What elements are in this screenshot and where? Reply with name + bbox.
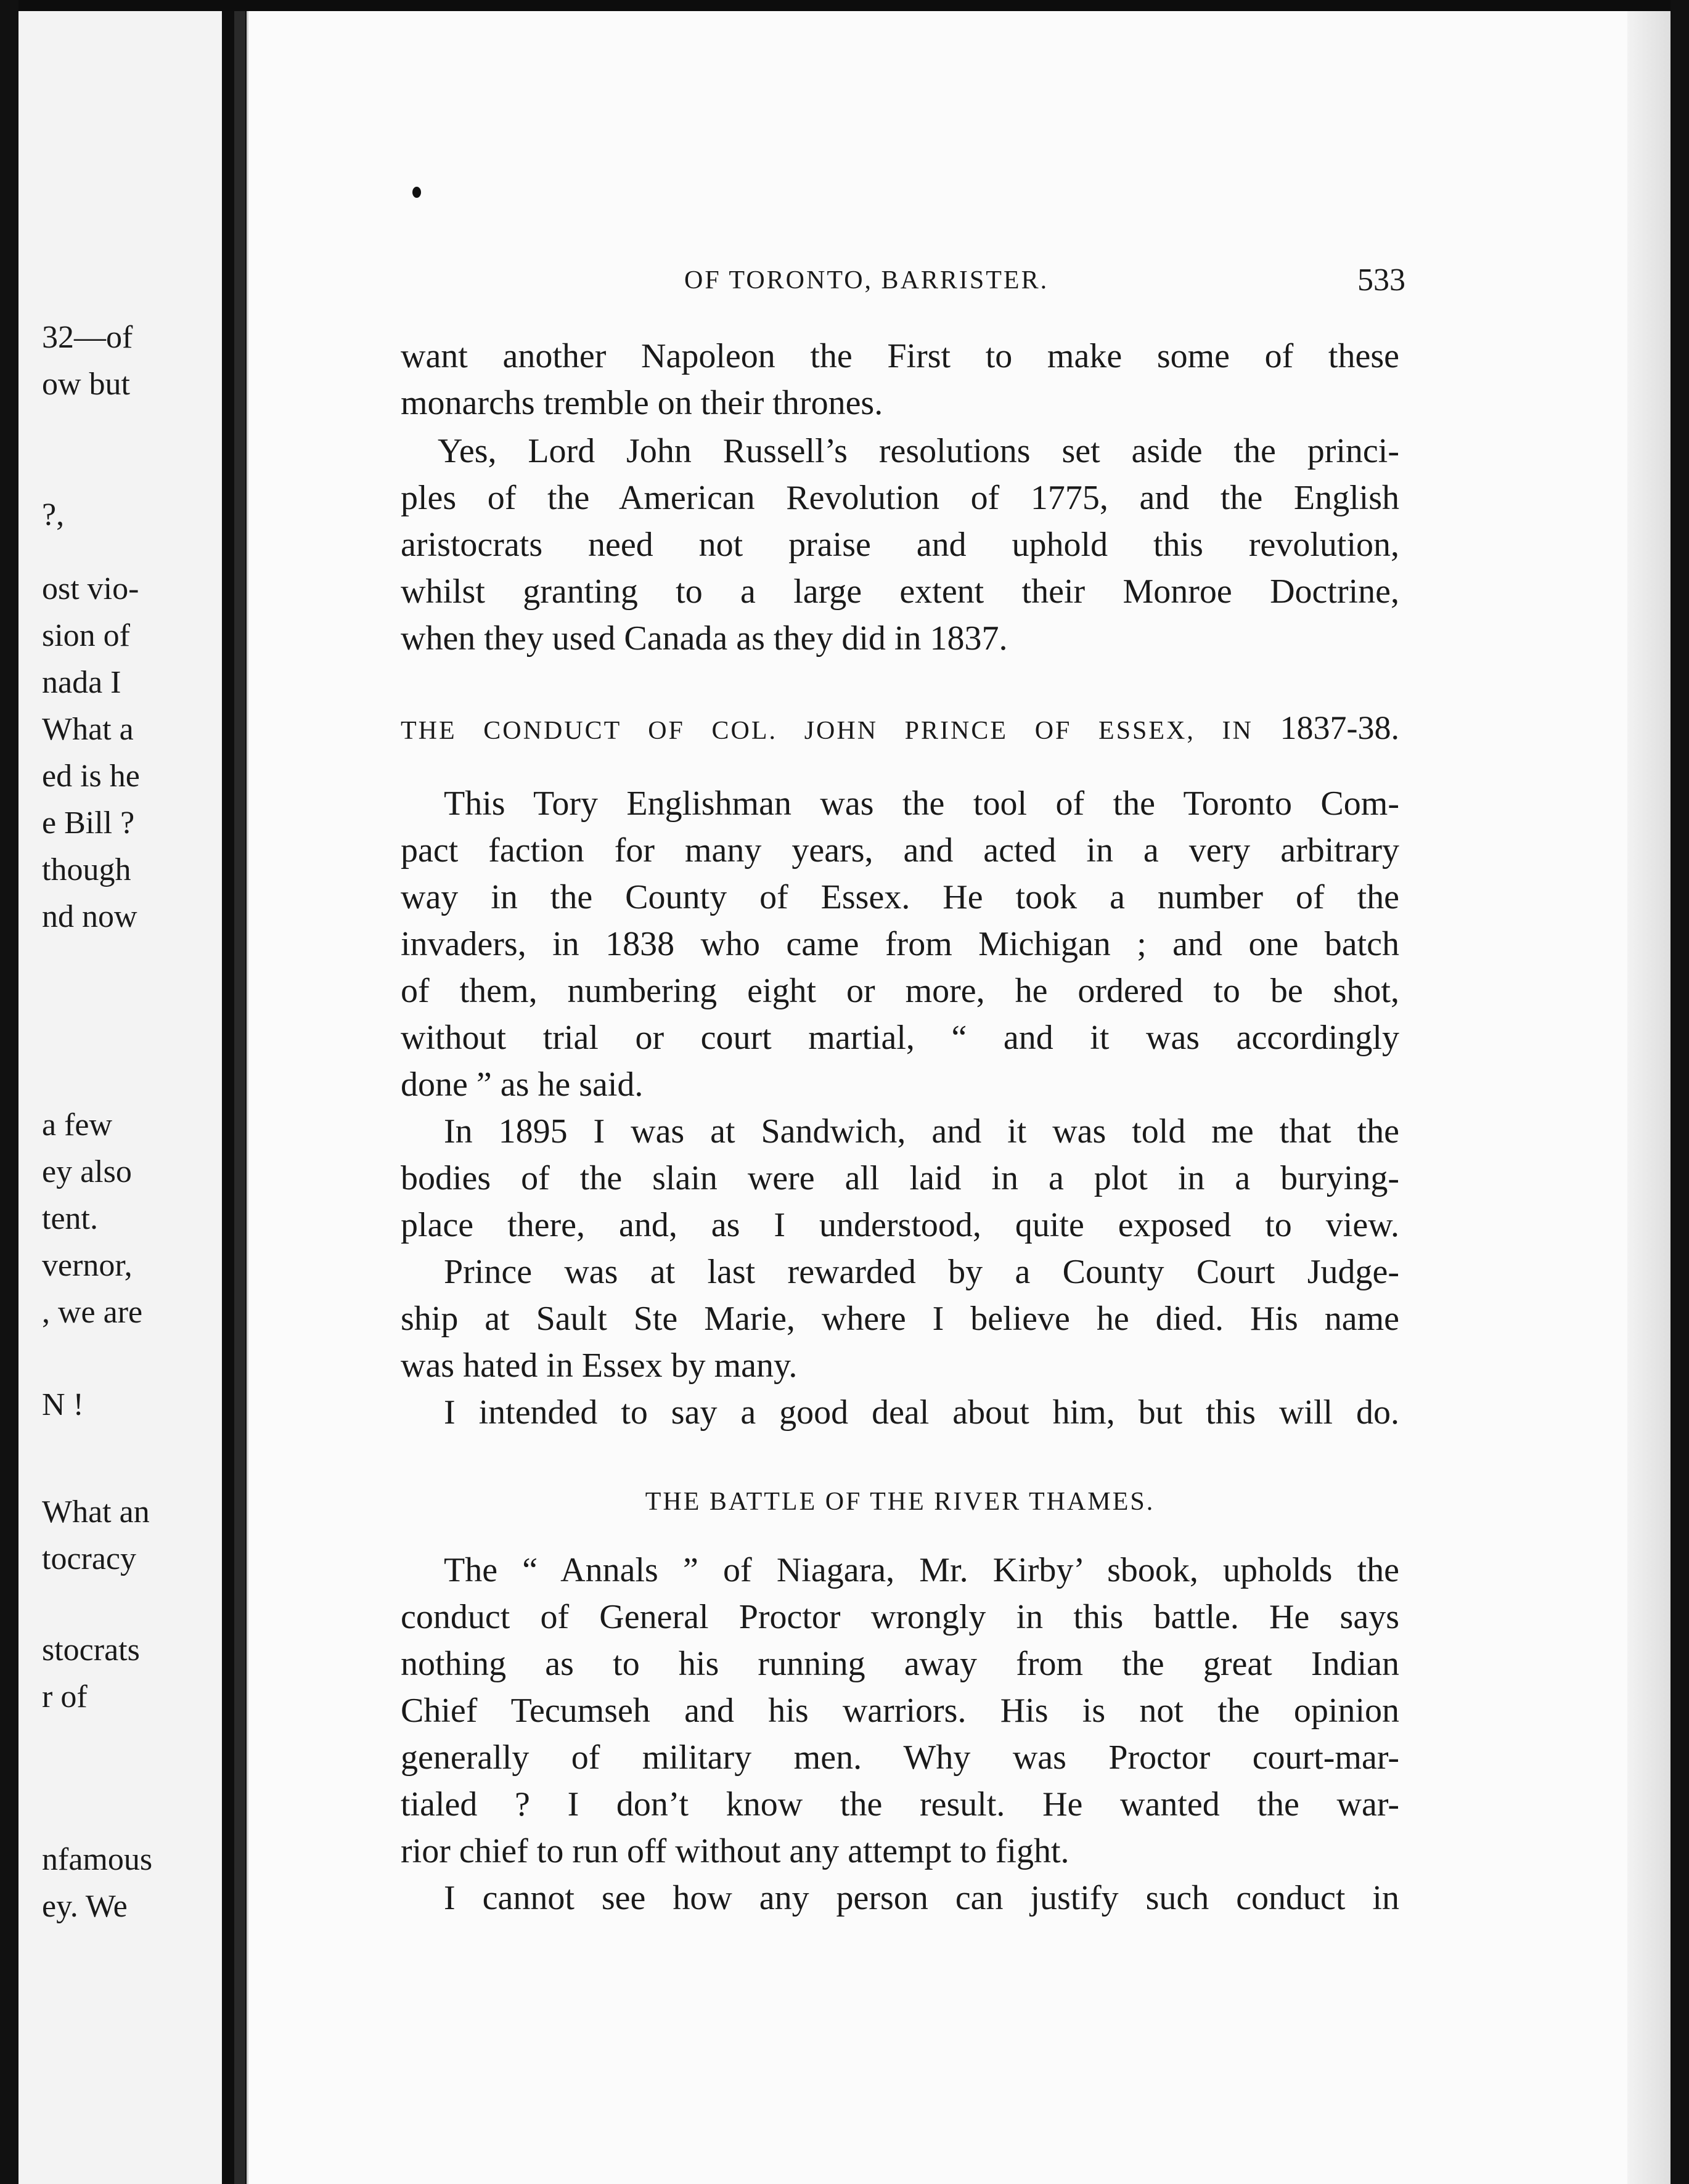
text-line: conduct of General Proctor wrongly in this battle. He says (401, 1598, 1399, 1636)
text-line: Prince was at last rewarded by a County Court Judge- (444, 1253, 1399, 1291)
facing-line: ow but (42, 367, 130, 402)
gutter-shadow (234, 11, 245, 2184)
facing-line: a few (42, 1107, 113, 1143)
text-line: generally of military men. Why was Proctor court-mar- (401, 1738, 1399, 1777)
facing-line: e Bill ? (42, 805, 135, 841)
facing-line: sion of (42, 618, 130, 653)
text-line: pact faction for many years, and acted in a very arbitrary (401, 831, 1399, 870)
facing-line: stocrats (42, 1632, 140, 1668)
facing-line: nfamous (42, 1842, 153, 1877)
text-line: tialed ? I don’t know the result. He wanted the war- (401, 1785, 1399, 1823)
text-line: place there, and, as I understood, quite exposed to view. (401, 1206, 1399, 1244)
scan-border-right (1671, 0, 1689, 2184)
text-line: ples of the American Revolution of 1775, and the English (401, 479, 1399, 517)
text-line: The “ Annals ” of Niagara, Mr. Kirby’ sbook, upholds the (444, 1551, 1399, 1589)
text-line: nothing as to his running away from the great Indian (401, 1645, 1399, 1683)
text-line: done ” as he said. (401, 1066, 644, 1104)
text-line: aristocrats need not praise and uphold this revolution, (401, 526, 1399, 564)
scan-border-left (0, 0, 18, 2184)
facing-line: tent. (42, 1201, 98, 1236)
text-line: bodies of the slain were all laid in a plot in a burying- (401, 1159, 1399, 1197)
page-number: 533 (1357, 263, 1405, 298)
text-line: Yes, Lord John Russell’s resolutions set aside the princi- (438, 432, 1399, 470)
text-line: was hated in Essex by many. (401, 1347, 798, 1385)
section-heading (401, 706, 1399, 749)
text-line: rior chief to run off without any attempt to fight. (401, 1832, 1069, 1870)
facing-line: nada I (42, 665, 121, 700)
text-line: In 1895 I was at Sandwich, and it was told me that the (444, 1112, 1399, 1151)
ink-speck (412, 187, 421, 198)
text-line: way in the County of Essex. He took a number of the (401, 878, 1399, 916)
facing-line: ed is he (42, 759, 140, 794)
facing-line: , we are (42, 1295, 143, 1330)
running-head: OF TORONTO, BARRISTER. (684, 266, 1049, 295)
page-edge-shadow (1627, 11, 1671, 2184)
text-line: monarchs tremble on their thrones. (401, 384, 883, 422)
facing-line: ?, (42, 497, 65, 532)
text-line: This Tory Englishman was the tool of the Toronto Com- (444, 784, 1399, 823)
facing-line: ey also (42, 1154, 132, 1189)
facing-line: N ! (42, 1387, 84, 1422)
facing-line: though (42, 852, 131, 887)
text-line: want another Napoleon the First to make some of these (401, 337, 1399, 375)
facing-line: ey. We (42, 1889, 128, 1924)
facing-line: What a (42, 712, 134, 747)
text-line: when they used Canada as they did in 1837. (401, 619, 1008, 658)
text-line: ship at Sault Ste Marie, where I believe he died. His name (401, 1300, 1399, 1338)
text-line: Chief Tecumseh and his warriors. His is not the opinion (401, 1692, 1399, 1730)
facing-page-fragment (18, 11, 222, 2184)
text-line: invaders, in 1838 who came from Michigan ; and one batch (401, 925, 1399, 963)
section-heading-text: THE CONDUCT OF COL. JOHN PRINCE OF ESSEX, IN (401, 717, 1253, 745)
facing-line: ost vio- (42, 571, 139, 606)
facing-line: What an (42, 1494, 150, 1530)
text-line: whilst granting to a large extent their Monroe Doctrine, (401, 572, 1399, 611)
scan-border-top (0, 0, 1689, 11)
text-line: I cannot see how any person can justify such conduct in (444, 1879, 1399, 1917)
text-line: of them, numbering eight or more, he ordered to be shot, (401, 972, 1399, 1010)
section-heading-year: 1837-38. (1280, 709, 1400, 746)
text-line: without trial or court martial, “ and it was accordingly (401, 1019, 1399, 1057)
facing-line: tocracy (42, 1541, 137, 1576)
section-heading: THE BATTLE OF THE RIVER THAMES. (645, 1488, 1155, 1516)
facing-line: 32—of (42, 320, 133, 355)
facing-line: nd now (42, 899, 137, 934)
text-line: I intended to say a good deal about him, but this will do. (444, 1393, 1399, 1432)
facing-line: r of (42, 1679, 88, 1714)
facing-line: vernor, (42, 1248, 133, 1283)
